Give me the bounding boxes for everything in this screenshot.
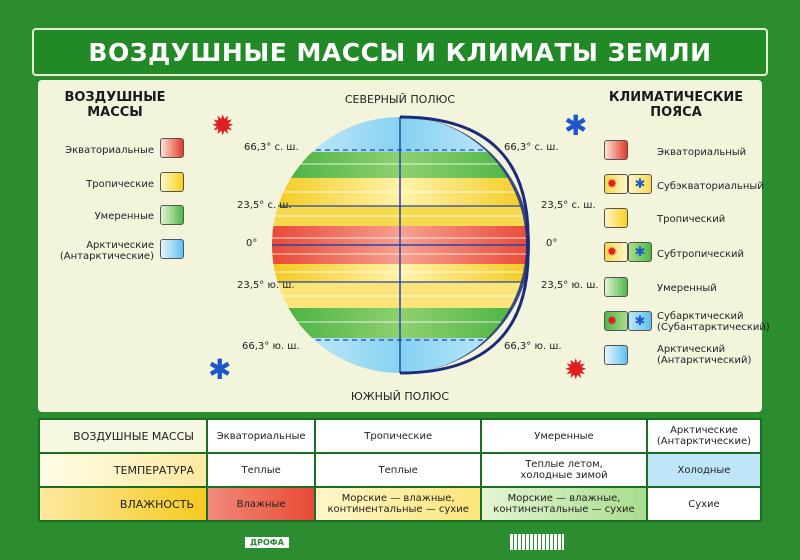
sun-icon: ✹: [606, 176, 618, 192]
zone-label-subequatorial: Субэкваториальный: [657, 181, 764, 192]
comparison-table: [38, 418, 762, 522]
sun-icon: ✹: [211, 109, 235, 142]
row-header-air-masses: ВОЗДУШНЫЕ МАССЫ: [39, 419, 207, 453]
table-cell-line2: континентальные — сухие: [327, 504, 469, 515]
lat-23s-right: 23,5° ю. ш.: [541, 280, 599, 291]
lat-23s-left: 23,5° ю. ш.: [237, 280, 295, 291]
table-cell: Сухие: [647, 487, 761, 521]
table-cell: Экваториальные: [207, 419, 315, 453]
zone-label-arctic: [657, 344, 751, 366]
zone-label-arctic-line2: (Антарктический): [657, 355, 752, 366]
zone-label-subarctic-line2: (Субантарктический): [657, 322, 770, 333]
snowflake-icon: ✱: [634, 176, 646, 192]
swatch-temperate: [160, 205, 184, 225]
table-cell: [315, 487, 481, 521]
table-cell: Холодные: [647, 453, 761, 487]
table-cell: [647, 419, 761, 453]
south-pole-label: ЮЖНЫЙ ПОЛЮС: [350, 390, 450, 403]
north-pole-label: СЕВЕРНЫЙ ПОЛЮС: [344, 93, 456, 106]
table-cell: Влажные: [207, 487, 315, 521]
footer: [245, 535, 289, 549]
table-cell: Теплые: [207, 453, 315, 487]
zone-label-arctic-line1: Арктический: [657, 344, 726, 355]
publisher-logo: ДРОФА: [245, 537, 289, 548]
table-row: [39, 487, 761, 521]
lat-23n-left: 23,5° с. ш.: [237, 200, 292, 211]
air-mass-label-arctic-line2: (Антарктические): [59, 251, 154, 262]
table-cell-line2: (Антарктические): [656, 436, 752, 447]
snowflake-icon: ✱: [634, 313, 646, 329]
table-cell: [481, 453, 647, 487]
lat-66s-left: 66,3° ю. ш.: [242, 341, 300, 352]
zone-label-equatorial: Экваториальный: [657, 147, 747, 158]
swatch-equatorial: [160, 138, 184, 158]
table-cell: [481, 487, 647, 521]
table-cell: Тропические: [315, 419, 481, 453]
zone-swatch-equatorial: [604, 140, 628, 160]
air-masses-heading: [60, 90, 170, 120]
air-masses-heading-line2: МАССЫ: [87, 105, 143, 120]
sun-icon: ✹: [564, 353, 588, 386]
climate-zones-heading: [596, 90, 756, 120]
row-header-temperature: ТЕМПЕРАТУРА: [39, 453, 207, 487]
air-mass-label-arctic-line1: Арктические: [86, 240, 154, 251]
table-cell: Теплые: [315, 453, 481, 487]
air-mass-label-equatorial: Экваториальные: [65, 145, 154, 156]
zone-swatch-temperate: [604, 277, 628, 297]
table-row: [39, 419, 761, 453]
table-cell-line1: Арктические: [670, 425, 738, 436]
lat-66n-left: 66,3° с. ш.: [244, 142, 299, 153]
row-header-humidity: ВЛАЖНОСТЬ: [39, 487, 207, 521]
table-cell-line2: холодные зимой: [520, 470, 608, 481]
sun-icon: ✹: [606, 244, 618, 260]
zone-label-tropical: Тропический: [657, 214, 726, 225]
air-mass-label-arctic: [40, 240, 154, 262]
zone-swatch-arctic: [604, 345, 628, 365]
lat-66n-right: 66,3° с. ш.: [504, 142, 559, 153]
lat-0-right: 0°: [546, 238, 558, 249]
zone-label-subarctic: [657, 311, 770, 333]
globe: [262, 112, 542, 382]
zone-swatch-tropical: [604, 208, 628, 228]
climate-zones-heading-line2: ПОЯСА: [650, 105, 702, 120]
page-title: ВОЗДУШНЫЕ МАССЫ И КЛИМАТЫ ЗЕМЛИ: [88, 37, 712, 67]
snowflake-icon: ✱: [208, 353, 232, 386]
barcode: [510, 534, 564, 550]
zone-label-temperate: Умеренный: [657, 283, 717, 294]
swatch-tropical: [160, 172, 184, 192]
air-mass-label-tropical: Тропические: [86, 179, 154, 190]
table-row: [39, 453, 761, 487]
lat-0-left: 0°: [246, 238, 258, 249]
air-masses-heading-line1: ВОЗДУШНЫЕ: [64, 90, 166, 105]
zone-label-subtropical: Субтропический: [657, 249, 744, 260]
sun-icon: ✹: [606, 313, 618, 329]
zone-label-subarctic-line1: Субарктический: [657, 311, 744, 322]
climate-zones-heading-line1: КЛИМАТИЧЕСКИЕ: [608, 90, 744, 105]
air-mass-label-temperate: Умеренные: [94, 211, 154, 222]
table-cell-line1: Морские — влажные,: [507, 493, 621, 504]
title-bar: [32, 28, 768, 76]
table-cell-line1: Теплые летом,: [525, 459, 603, 470]
snowflake-icon: ✱: [634, 244, 646, 260]
snowflake-icon: ✱: [564, 109, 588, 142]
swatch-arctic: [160, 239, 184, 259]
table-cell-line1: Морские — влажные,: [341, 493, 455, 504]
table-cell: Умеренные: [481, 419, 647, 453]
table-cell-line2: континентальные — сухие: [493, 504, 635, 515]
lat-66s-right: 66,3° ю. ш.: [504, 341, 562, 352]
lat-23n-right: 23,5° с. ш.: [541, 200, 596, 211]
